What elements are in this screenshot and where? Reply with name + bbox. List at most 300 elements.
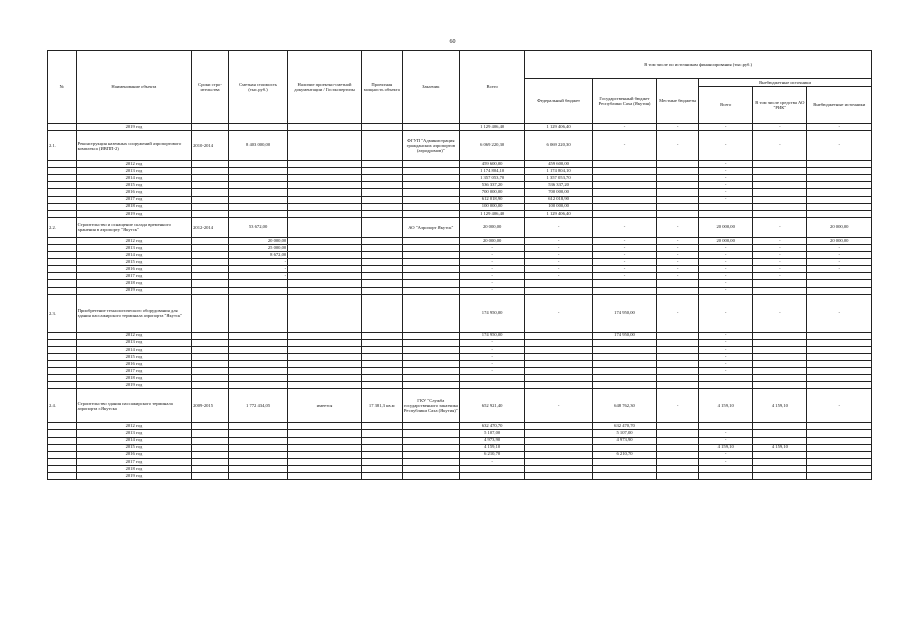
value-cell — [592, 458, 656, 465]
value-cell: 20 000,00 — [699, 217, 753, 237]
row-number: 2.2. — [48, 217, 77, 237]
value-cell: - — [525, 259, 592, 266]
col-capacity: Проектная мощность объекта — [361, 51, 402, 124]
value-cell — [807, 444, 872, 451]
customer — [402, 280, 459, 287]
value-cell — [657, 437, 699, 444]
value-cell — [753, 423, 807, 430]
year-label: 2015 год — [76, 353, 192, 360]
value-cell: 632 470,70 — [592, 423, 656, 430]
estimated-cost — [228, 161, 287, 168]
estimated-cost: 8 672,00 — [228, 252, 287, 259]
table-row — [48, 131, 872, 161]
value-cell: - — [592, 237, 656, 244]
build-period: 2010-2014 — [192, 131, 229, 161]
row-number — [48, 451, 77, 458]
year-label: 2014 год — [76, 175, 192, 182]
customer — [402, 252, 459, 259]
value-cell — [592, 346, 656, 353]
value-cell — [807, 360, 872, 367]
period-cell — [192, 353, 229, 360]
period-cell — [192, 210, 229, 217]
year-label: 2016 год — [76, 360, 192, 367]
table-row — [48, 182, 872, 189]
value-cell — [807, 423, 872, 430]
value-cell: - — [592, 266, 656, 273]
value-cell — [592, 210, 656, 217]
period-cell — [192, 203, 229, 210]
value-cell: - — [657, 244, 699, 251]
project-docs — [288, 332, 362, 339]
value-cell: - — [657, 124, 699, 131]
value-cell: - — [807, 131, 872, 161]
period-cell — [192, 375, 229, 382]
value-cell — [753, 210, 807, 217]
value-cell — [525, 473, 592, 480]
table-row — [48, 259, 872, 266]
value-cell: - — [657, 217, 699, 237]
value-cell: - — [699, 332, 753, 339]
build-period: 2012-2014 — [192, 217, 229, 237]
period-cell — [192, 473, 229, 480]
value-cell: - — [657, 237, 699, 244]
value-cell: 1 129 406,40 — [525, 124, 592, 131]
value-cell: - — [753, 217, 807, 237]
estimated-cost — [228, 339, 287, 346]
row-number — [48, 346, 77, 353]
value-cell: - — [807, 259, 872, 266]
period-cell — [192, 237, 229, 244]
project-docs: имеется — [288, 389, 362, 423]
value-cell — [753, 280, 807, 287]
estimated-cost — [228, 332, 287, 339]
col-extra: Внебюджетные источники — [699, 79, 872, 87]
table-row — [48, 360, 872, 367]
project-docs — [288, 458, 362, 465]
value-cell: - — [699, 273, 753, 280]
period-cell — [192, 244, 229, 251]
value-cell — [807, 161, 872, 168]
value-cell — [459, 382, 524, 389]
value-cell: 20 000,00 — [699, 237, 753, 244]
customer — [402, 451, 459, 458]
value-cell — [525, 423, 592, 430]
value-cell — [753, 465, 807, 472]
row-number — [48, 458, 77, 465]
value-cell: - — [699, 175, 753, 182]
value-cell: 100 000,00 — [525, 203, 592, 210]
design-capacity — [361, 287, 402, 294]
estimated-cost — [228, 382, 287, 389]
value-cell — [592, 368, 656, 375]
table-row — [48, 273, 872, 280]
period-cell — [192, 280, 229, 287]
customer — [402, 423, 459, 430]
period-cell — [192, 360, 229, 367]
period-cell — [192, 382, 229, 389]
value-cell — [807, 339, 872, 346]
estimated-cost — [228, 368, 287, 375]
estimated-cost — [228, 196, 287, 203]
value-cell — [657, 346, 699, 353]
value-cell — [592, 444, 656, 451]
design-capacity — [361, 273, 402, 280]
value-cell — [807, 368, 872, 375]
row-number — [48, 210, 77, 217]
value-cell: - — [753, 266, 807, 273]
design-capacity — [361, 280, 402, 287]
year-label: 2012 год — [76, 237, 192, 244]
value-cell: - — [459, 346, 524, 353]
table-row — [48, 339, 872, 346]
value-cell: - — [657, 252, 699, 259]
table-row — [48, 382, 872, 389]
design-capacity — [361, 473, 402, 480]
project-docs — [288, 294, 362, 332]
value-cell — [459, 375, 524, 382]
year-label: 2019 год — [76, 382, 192, 389]
design-capacity — [361, 196, 402, 203]
period-cell — [192, 332, 229, 339]
value-cell: - — [753, 252, 807, 259]
value-cell: - — [699, 353, 753, 360]
year-label: 2019 год — [76, 287, 192, 294]
object-name: Строительство и оснащение склада временного хранения в аэропорту "Якутск" — [76, 217, 192, 237]
design-capacity — [361, 368, 402, 375]
value-cell: - — [807, 252, 872, 259]
value-cell: 648 762,30 — [592, 389, 656, 423]
value-cell — [807, 189, 872, 196]
value-cell — [592, 353, 656, 360]
value-cell: - — [592, 259, 656, 266]
year-label: 2013 год — [76, 339, 192, 346]
row-number — [48, 244, 77, 251]
design-capacity — [361, 346, 402, 353]
value-cell: 6 210,70 — [459, 451, 524, 458]
value-cell: - — [459, 368, 524, 375]
row-number — [48, 175, 77, 182]
period-cell — [192, 430, 229, 437]
year-label: 2019 год — [76, 473, 192, 480]
row-number: 2.1. — [48, 131, 77, 161]
value-cell: - — [699, 287, 753, 294]
value-cell — [657, 444, 699, 451]
value-cell: 174 950,00 — [592, 332, 656, 339]
period-cell — [192, 182, 229, 189]
design-capacity — [361, 430, 402, 437]
customer — [402, 244, 459, 251]
value-cell — [525, 458, 592, 465]
estimated-cost — [228, 458, 287, 465]
period-cell — [192, 458, 229, 465]
value-cell — [807, 473, 872, 480]
value-cell — [753, 458, 807, 465]
value-cell — [525, 353, 592, 360]
design-capacity — [361, 161, 402, 168]
project-docs — [288, 451, 362, 458]
value-cell — [807, 346, 872, 353]
value-cell: - — [459, 244, 524, 251]
value-cell: - — [459, 280, 524, 287]
value-cell — [525, 280, 592, 287]
customer — [402, 182, 459, 189]
col-total: Всего — [459, 51, 524, 124]
value-cell — [753, 368, 807, 375]
value-cell: - — [657, 131, 699, 161]
project-docs — [288, 182, 362, 189]
value-cell: 20 000,00 — [807, 217, 872, 237]
design-capacity — [361, 168, 402, 175]
value-cell — [592, 473, 656, 480]
col-customer: Заказчик — [402, 51, 459, 124]
value-cell — [753, 473, 807, 480]
estimated-cost — [228, 375, 287, 382]
value-cell — [699, 375, 753, 382]
value-cell — [753, 203, 807, 210]
col-num: № — [48, 51, 77, 124]
value-cell: 652 921,40 — [459, 389, 524, 423]
value-cell — [657, 280, 699, 287]
value-cell: 4 159,10 — [699, 389, 753, 423]
value-cell: - — [753, 244, 807, 251]
design-capacity — [361, 124, 402, 131]
row-number — [48, 203, 77, 210]
value-cell — [807, 375, 872, 382]
object-name: Реконструкция наземных сооружений аэропортового комплекса (ИВПП-2) — [76, 131, 192, 161]
design-capacity — [361, 210, 402, 217]
value-cell — [592, 175, 656, 182]
object-name: Строительство здания пассажирского терминала аэропорта г.Якутска — [76, 389, 192, 423]
value-cell: 4 973,90 — [459, 437, 524, 444]
value-cell: - — [753, 259, 807, 266]
table-row — [48, 451, 872, 458]
estimated-cost: 1 772 434,05 — [228, 389, 287, 423]
value-cell — [753, 375, 807, 382]
estimated-cost — [228, 353, 287, 360]
value-cell — [807, 175, 872, 182]
customer — [402, 273, 459, 280]
table-row — [48, 423, 872, 430]
estimated-cost — [228, 287, 287, 294]
customer — [402, 382, 459, 389]
value-cell — [699, 423, 753, 430]
value-cell — [753, 437, 807, 444]
value-cell — [657, 332, 699, 339]
design-capacity — [361, 339, 402, 346]
value-cell: 459 600,00 — [459, 161, 524, 168]
period-cell — [192, 465, 229, 472]
value-cell — [807, 273, 872, 280]
value-cell — [753, 339, 807, 346]
customer — [402, 339, 459, 346]
project-docs — [288, 131, 362, 161]
customer — [402, 368, 459, 375]
value-cell — [807, 280, 872, 287]
row-number — [48, 360, 77, 367]
year-label: 2017 год — [76, 196, 192, 203]
design-capacity — [361, 375, 402, 382]
row-number — [48, 237, 77, 244]
table-row — [48, 203, 872, 210]
estimated-cost — [228, 423, 287, 430]
value-cell: 6 210,70 — [592, 451, 656, 458]
customer — [402, 168, 459, 175]
project-docs — [288, 280, 362, 287]
value-cell: - — [459, 259, 524, 266]
project-docs — [288, 430, 362, 437]
table-row — [48, 473, 872, 480]
customer — [402, 203, 459, 210]
value-cell — [525, 339, 592, 346]
estimated-cost: 53 672,00 — [228, 217, 287, 237]
value-cell: - — [699, 294, 753, 332]
value-cell — [525, 332, 592, 339]
col-rik: В том числе средства АО "РИК" — [753, 87, 807, 124]
project-docs — [288, 161, 362, 168]
value-cell: 1 129 406,40 — [459, 210, 524, 217]
row-number — [48, 280, 77, 287]
row-number — [48, 375, 77, 382]
project-docs — [288, 168, 362, 175]
value-cell — [592, 287, 656, 294]
value-cell: 1 129 406,40 — [459, 124, 524, 131]
value-cell: - — [699, 346, 753, 353]
estimated-cost — [228, 437, 287, 444]
estimated-cost: 8 403 000,00 — [228, 131, 287, 161]
row-number — [48, 287, 77, 294]
value-cell — [753, 430, 807, 437]
value-cell: 4 973,90 — [592, 437, 656, 444]
value-cell — [753, 161, 807, 168]
design-capacity — [361, 353, 402, 360]
table-row — [48, 444, 872, 451]
value-cell: 174 950,00 — [592, 294, 656, 332]
value-cell — [753, 196, 807, 203]
customer — [402, 375, 459, 382]
value-cell — [525, 360, 592, 367]
customer — [402, 437, 459, 444]
project-docs — [288, 465, 362, 472]
year-label: 2016 год — [76, 451, 192, 458]
page-number: 60 — [449, 39, 456, 45]
value-cell — [753, 382, 807, 389]
value-cell: - — [657, 259, 699, 266]
value-cell — [807, 458, 872, 465]
project-docs — [288, 196, 362, 203]
value-cell: - — [699, 458, 753, 465]
value-cell: 536 337,20 — [459, 182, 524, 189]
year-label: 2016 год — [76, 189, 192, 196]
design-capacity — [361, 217, 402, 237]
value-cell — [753, 287, 807, 294]
table-row — [48, 161, 872, 168]
build-period: 2009-2015 — [192, 389, 229, 423]
year-label: 2015 год — [76, 182, 192, 189]
customer — [402, 294, 459, 332]
col-sources: В том числе по источникам финансирования (тыс.руб.) — [525, 51, 872, 79]
project-docs — [288, 237, 362, 244]
estimated-cost: 20 000,00 — [228, 237, 287, 244]
estimated-cost — [228, 175, 287, 182]
row-number — [48, 430, 77, 437]
value-cell — [657, 451, 699, 458]
value-cell — [753, 451, 807, 458]
value-cell: - — [699, 189, 753, 196]
table-row — [48, 237, 872, 244]
customer — [402, 465, 459, 472]
col-cost: Сметная стоимость (тыс.руб.) — [228, 51, 287, 124]
value-cell: - — [699, 360, 753, 367]
design-capacity — [361, 437, 402, 444]
year-label: 2017 год — [76, 458, 192, 465]
table-row — [48, 389, 872, 423]
table-row — [48, 266, 872, 273]
value-cell: - — [525, 294, 592, 332]
estimated-cost: - — [228, 259, 287, 266]
period-cell — [192, 196, 229, 203]
year-label: 2014 год — [76, 437, 192, 444]
value-cell: 1 357 053,70 — [459, 175, 524, 182]
customer — [402, 346, 459, 353]
estimated-cost — [228, 360, 287, 367]
value-cell: - — [807, 389, 872, 423]
period-cell — [192, 423, 229, 430]
estimated-cost: 25 000,00 — [228, 244, 287, 251]
customer — [402, 458, 459, 465]
value-cell: - — [592, 217, 656, 237]
project-docs — [288, 217, 362, 237]
customer — [402, 287, 459, 294]
table-header — [48, 51, 872, 124]
value-cell — [657, 375, 699, 382]
value-cell: 20 000,00 — [807, 237, 872, 244]
estimated-cost — [228, 203, 287, 210]
design-capacity — [361, 444, 402, 451]
value-cell: - — [525, 389, 592, 423]
value-cell: - — [525, 252, 592, 259]
customer — [402, 237, 459, 244]
value-cell — [657, 360, 699, 367]
value-cell — [807, 465, 872, 472]
customer — [402, 332, 459, 339]
row-number — [48, 339, 77, 346]
value-cell: - — [699, 244, 753, 251]
col-name: Наименование объекта — [76, 51, 192, 124]
estimated-cost — [228, 465, 287, 472]
table-row — [48, 465, 872, 472]
value-cell — [807, 168, 872, 175]
customer — [402, 430, 459, 437]
year-label: 2017 год — [76, 368, 192, 375]
estimated-cost — [228, 473, 287, 480]
design-capacity — [361, 237, 402, 244]
value-cell: - — [807, 124, 872, 131]
row-number — [48, 423, 77, 430]
value-cell — [657, 210, 699, 217]
value-cell — [699, 465, 753, 472]
value-cell: 174 950,00 — [459, 294, 524, 332]
customer — [402, 473, 459, 480]
project-docs — [288, 244, 362, 251]
value-cell: - — [699, 430, 753, 437]
value-cell — [657, 465, 699, 472]
customer — [402, 196, 459, 203]
design-capacity — [361, 131, 402, 161]
value-cell: 100 000,00 — [459, 203, 524, 210]
value-cell — [657, 382, 699, 389]
year-label: 2016 год — [76, 266, 192, 273]
value-cell: - — [459, 266, 524, 273]
